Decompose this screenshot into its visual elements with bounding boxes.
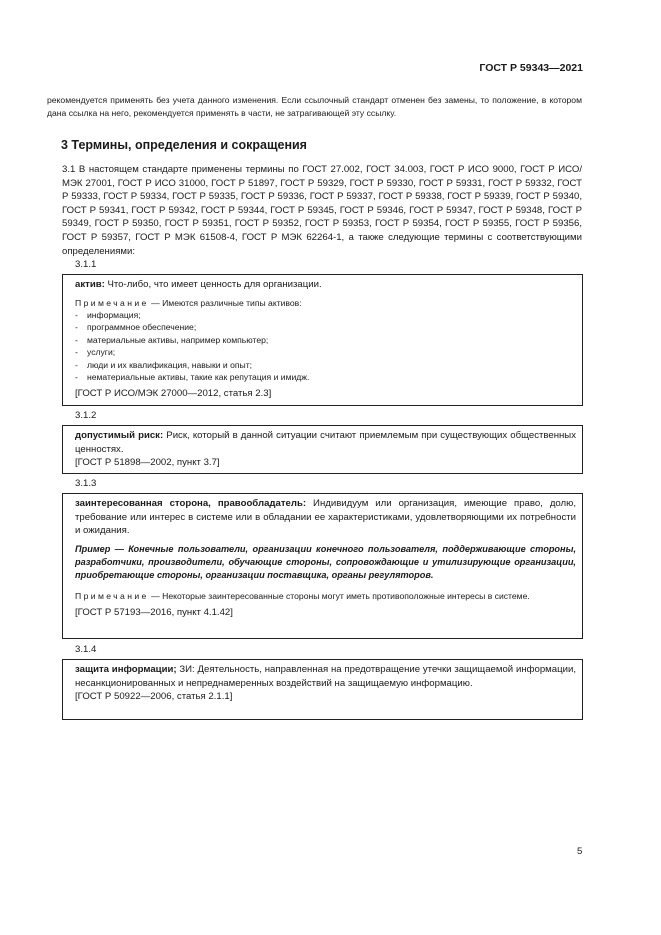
term-number-3-1-1: 3.1.1	[75, 259, 97, 270]
page-number: 5	[577, 846, 583, 857]
asset-types-list	[75, 309, 576, 383]
note-label: Примечание	[75, 590, 149, 601]
section-title: 3 Термины, определения и сокращения	[61, 138, 307, 152]
term-box-dopustimyy-risk	[62, 425, 583, 474]
intro-paragraph: рекомендуется применять без учета данного изменения. Если ссылочный стандарт отменен без замены, то положение, в котором дана ссылка на него, рекомендуется применять в части, не затрагивающей эту ссылку.	[47, 95, 582, 118]
paragraph-3-1	[47, 163, 582, 258]
term-source: [ГОСТ Р 51898—2002, пункт 3.7]	[75, 457, 220, 469]
term-definition: ЗИ: Деятельность, направленная на предотвращение утечки защищаемой информации, несанкционированных и непреднамеренных воздействий на защищаемую информацию.	[75, 664, 576, 689]
list-item: - нематериальные активы, такие как репутация и имидж.	[75, 371, 576, 383]
term-source: [ГОСТ Р ИСО/МЭК 27000—2012, статья 2.3]	[75, 388, 272, 400]
term-name: защита информации;	[75, 664, 177, 675]
list-item: - услуги;	[75, 346, 576, 358]
term-source: [ГОСТ Р 57193—2016, пункт 4.1.42]	[75, 607, 233, 619]
note-text: — Имеются различные типы активов:	[148, 297, 302, 308]
term-example: Пример — Конечные пользователи, организации конечного пользователя, поддерживающие стороны, разработчики, производители, обучающие стороны, сопровождающие и утилизирующие организации, приобретающие стороны, организации поставщика, органы регуляторов.	[75, 543, 576, 580]
note-label: Примечание	[75, 297, 149, 308]
term-box-aktiv	[62, 274, 583, 406]
term-name: заинтересованная сторона, правообладатель:	[75, 498, 307, 509]
term-number-3-1-2: 3.1.2	[75, 410, 97, 421]
term-number-3-1-3: 3.1.3	[75, 478, 97, 489]
paragraph-3-1-text: 3.1 В настоящем стандарте применены термины по ГОСТ 27.002, ГОСТ 34.003, ГОСТ Р ИСО 9000, ГОСТ Р ИСО/МЭК 27001, ГОСТ Р ИСО 31000, ГОСТ Р 51897, ГОСТ Р 59329, ГОСТ Р 59330, ГОСТ Р 59331, ГОСТ Р 59332, ГОСТ Р 59333, ГОСТ Р 59334, ГОСТ Р 59335, ГОСТ Р 59336, ГОСТ Р 59337, ГОСТ Р 59338, ГОСТ Р 59339, ГОСТ Р 59340, ГОСТ Р 59341, ГОСТ Р 59342, ГОСТ Р 59344, ГОСТ Р 59345, ГОСТ Р 59346, ГОСТ Р 59347, ГОСТ Р 59348, ГОСТ Р 59349, ГОСТ Р 59350, ГОСТ Р 59351, ГОСТ Р 59352, ГОСТ Р 59353, ГОСТ Р 59354, ГОСТ Р 59355, ГОСТ Р 59356, ГОСТ Р 59357, ГОСТ Р МЭК 61508-4, ГОСТ Р МЭК 62264-1, а также следующие термины с соответствующими определениями:	[62, 164, 582, 257]
term-number-3-1-4: 3.1.4	[75, 644, 97, 655]
term-definition: Риск, который в данной ситуации считают приемлемым при существующих общественных ценностях.	[75, 430, 576, 455]
term-box-zainteresovannaya-storona	[62, 493, 583, 639]
document-id: ГОСТ Р 59343—2021	[479, 62, 583, 74]
note-text: — Некоторые заинтересованные стороны могут иметь противоположные интересы в системе.	[148, 590, 530, 601]
list-item: - материальные активы, например компьютер;	[75, 334, 576, 346]
list-item: - люди и их квалификация, навыки и опыт;	[75, 359, 576, 371]
term-name: актив:	[75, 279, 105, 290]
list-item: - информация;	[75, 309, 576, 321]
term-name: допустимый риск:	[75, 430, 164, 441]
term-box-zashchita-informatsii	[62, 659, 583, 720]
list-item: - программное обеспечение;	[75, 321, 576, 333]
term-definition: Что-либо, что имеет ценность для организации.	[104, 279, 322, 290]
term-definition: Индивидуум или организация, имеющие право, долю, требование или интерес в системе или в обладании ее характеристиками, удовлетворяющими их потребности и ожидания.	[75, 498, 577, 537]
term-source: [ГОСТ Р 50922—2006, статья 2.1.1]	[75, 691, 233, 703]
